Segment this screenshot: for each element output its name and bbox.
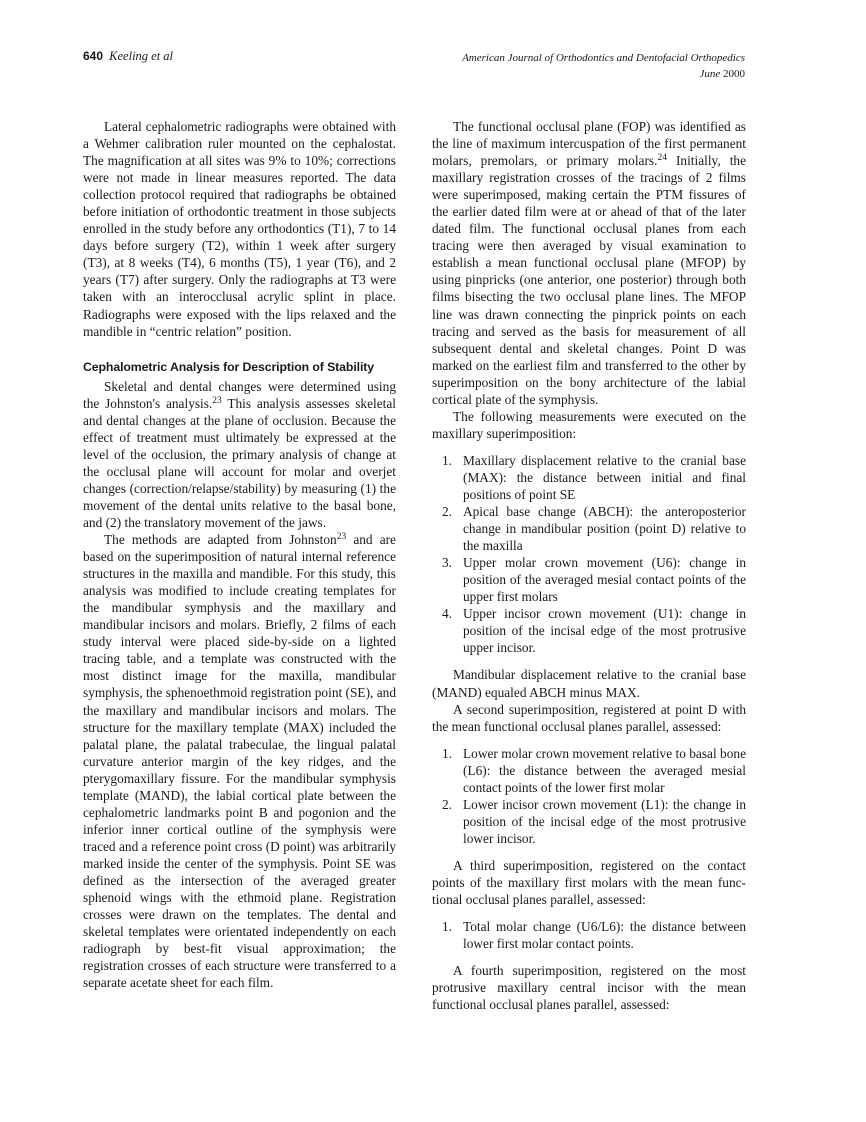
journal-title: American Journal of Orthodontics and Dentofacial Orthopedics [462,52,745,64]
paragraph-text: This analysis assesses skeletal and dental changes at the plane of occlusion. Because the effect of treatment must ultimately be expressed at the level of the occlusion, the primary analysis of change at the occlusal plane will account for molar and overjet changes (correction/relapse/stability) by measuring (1) the movement of the dental units relative to the basal bone, and (2) the translatory movement of the jaws. [83,395,396,530]
list-number: 2. [442,796,453,812]
list-item [432,745,746,796]
list-item [432,503,746,554]
paragraph-text: and are based on the superimposition of natural internal reference structures in the maxilla and mandible. For this study, this analysis was modified to include creating templates for the mandibular symphysis and the maxillary and mandibular incisors and molars. Briefly, 2 films of each study interval were placed side-by-side on a lighted tracing table, and a template was constructed with the most distinct image for the maxilla, mandibular symphysis, the sphenoethmoid registration point (SE), and the maxillary and mandibular incisors and molars. The structure for the maxillary template (MAX) included the palatal plane, the palatal trabeculae, the lingual palatal curvature anterior margin of the key ridges, and the pterygomaxillary fissure. For the mandibular symphysis template (MAND), the labial cortical plate between the cephalometric landmarks point B and pogonion and the inferior inner cortical outline of the symphysis were traced and a reference point cross (D point) was arbitrarily marked inside the center of the symphysis. Point SE was defined as the intersection of the averaged greater sphenoid wings with the ethmoid plane. Registration crosses were drawn on the templates. The dental and skeletal templates were orientated independently on each radiograph by best-fit visual approximation; the registration crosses of each structure were transferred to a separate acetate sheet for each film. [83,532,396,991]
citation-ref: 24 [657,153,667,164]
list-item [432,796,746,847]
paragraph-text: The methods are adapted from Johnston [104,532,337,548]
paragraph-methods [83,531,396,991]
mandibular-measurement-list [432,745,746,847]
citation-ref: 23 [212,395,222,406]
list-text: Upper molar crown movement (U6): change in position of the averaged mesial contact points of the upper first molars [463,555,746,605]
list-text: Maxillary displacement relative to the cranial base (MAX): the distance between initial and final positions of point SE [463,452,746,502]
molar-measurement-list [432,918,746,952]
left-column [83,118,396,991]
citation-ref: 23 [336,532,347,543]
list-text: Lower incisor crown movement (L1): the change in position of the incisal edge of the most protrusive lower incisor. [463,796,746,846]
list-text: Total molar change (U6/L6): the distance between lower first molar contact points. [463,919,746,952]
running-head [83,47,745,87]
paragraph-johnston-analysis [83,378,396,531]
running-head-right [462,50,745,82]
paragraph-text: The functional occlusal plane (FOP) was identified as the line of maximum intercuspation of the first permanent molars, premolars, or primary molars. [432,119,746,169]
paragraph-second-superimposition: A second superimposition, registered at point D with the mean functional occlusal planes parallel, assessed: [432,701,746,734]
section-heading: Cephalometric Analysis for Description of Stability [83,359,374,374]
maxillary-measurement-list [432,452,746,657]
issue-year: 2000 [723,68,745,80]
paragraph-fop [432,118,746,408]
paragraph-mand-displacement: Mandibular displacement relative to the cranial base (MAND) equaled ABCH minus MAX. [432,667,746,700]
paragraph-radiographs: Lateral cephalometric radiographs were obtained with a Wehmer calibration ruler mounted on the cephalostat. The magnification at all sites was 9% to 10%; corrections were not made in linear measures reported. The data collection protocol required that radiographs be obtained before initiation of orthodontic treatment in those subjects enrolled in the study before any orthodontics (T1), 7 to 14 days before surgery (T2), within 1 week after surgery (T3), at 8 weeks (T4), 6 months (T5), 1 year (T6), and 2 years (T7) after surgery. Only the radiographs at T3 were taken with an interocclusal acrylic splint in place. Radiographs were exposed with the lips relaxed and the mandible in “centric relation” position. [83,119,396,339]
list-item [432,452,746,503]
paragraph-fourth-superimposition: A fourth superimposition, registered on the most protrusive maxillary central incisor with the mean functional occlusal planes parallel, assessed: [432,963,746,1013]
list-number: 2. [442,504,453,520]
list-number: 1. [442,919,453,935]
list-item [432,554,746,605]
running-head-authors: Keeling et al [109,49,174,63]
paragraph-maxillary-measurements: The following measurements were executed on the maxillary superimposition: [432,408,746,441]
list-text: Upper incisor crown movement (U1): change in position of the incisal edge of the most protrusive upper incisor. [463,606,746,656]
list-text: Apical base change (ABCH): the anteroposterior change in mandibular position (point D) relative to the maxilla [463,504,746,554]
journal-issue [462,66,745,82]
list-number: 3. [442,555,453,571]
paragraph-third-superimposition: A third superimposition, registered on the contact points of the maxillary first molars with the mean functional occlusal planes parallel, assessed: [432,857,746,908]
list-item [432,605,746,656]
list-number: 1. [442,745,453,761]
list-text: Lower molar crown movement relative to basal bone (L6): the distance between the averaged mesial contact points of the lower first molar [463,745,746,795]
page-number: 640 [83,49,104,63]
running-head-left [83,49,173,64]
list-number: 1. [442,452,453,468]
right-column [432,118,746,1013]
issue-month: June [699,68,721,80]
list-number: 4. [442,606,453,622]
paragraph-text: Skeletal and dental changes were determined using the Johnston's analysis. [83,378,396,411]
list-item [432,918,746,952]
paragraph-text: Initially, the maxillary registration crosses of the tracings of 2 films were superimposed, making certain the PTM fissures of the earlier dated film were at or ahead of that of the later dated film. The functional occlusal planes from each tracing were then averaged by visual examination to establish a mean functional occlusal plane (MFOP) by using pinpricks (one anterior, one posterior) through both films bisecting the two occlusal plane lines. The MFOP line was drawn connecting the pinprick points on each tracing and served as the basis for measurement of all subsequent dental and skeletal changes. Point D was marked on the earliest film and transferred to the other by superimposition on the bony architecture of the labial cortical plate of the symphysis. [432,153,746,407]
